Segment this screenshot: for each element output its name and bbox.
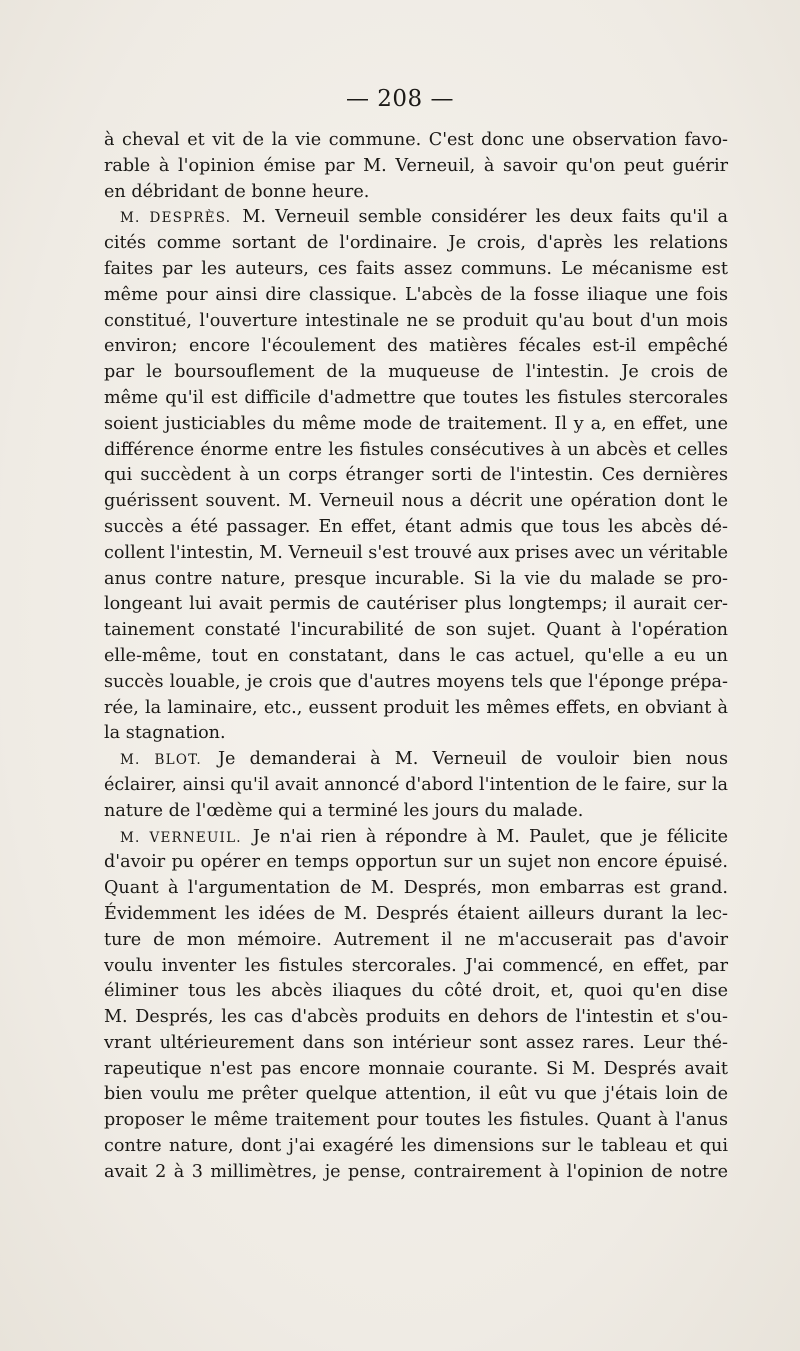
line-text: d'avoir pu opérer en temps opportun sur un sujet non encore épuisé. xyxy=(104,852,728,873)
speaker-name: M. DESPRÈS. xyxy=(120,210,232,227)
line-text: soient justiciables du même mode de traitement. Il y a, en effet, une xyxy=(104,413,728,434)
text-line xyxy=(104,309,728,335)
line-text: guérissent souvent. M. Verneuil nous a décrit une opération dont le xyxy=(104,491,728,512)
line-text: rable à l'opinion émise par M. Verneuil, à savoir qu'on peut guérir xyxy=(104,155,728,176)
text-line xyxy=(104,386,728,412)
line-text: Évidemment les idées de M. Després étaient ailleurs durant la lec- xyxy=(104,903,728,924)
line-text: vrant ultérieurement dans son intérieur sont assez rares. Leur thé- xyxy=(104,1032,728,1053)
line-text: qui succèdent à un corps étranger sorti de l'intestin. Ces dernières xyxy=(104,465,728,486)
text-line xyxy=(104,1134,728,1160)
text-line xyxy=(104,489,728,515)
line-text: nature de l'œdème qui a terminé les jours du malade. xyxy=(104,800,584,821)
line-text: faites par les auteurs, ces faits assez communs. Le mécanisme est xyxy=(104,258,728,279)
text-line xyxy=(104,257,728,283)
line-text: par le boursouflement de la muqueuse de l'intestin. Je crois de xyxy=(104,362,728,383)
page-number: — 208 — xyxy=(345,86,455,112)
line-text: rapeutique n'est pas encore monnaie courante. Si M. Després avait xyxy=(104,1058,728,1079)
line-text: proposer le même traitement pour toutes les fistules. Quant à l'anus xyxy=(104,1110,728,1131)
text-line xyxy=(104,438,728,464)
text-line xyxy=(104,773,728,799)
text-line xyxy=(104,154,728,180)
text-line xyxy=(104,902,728,928)
line-text: en débridant de bonne heure. xyxy=(104,181,370,202)
text-line xyxy=(104,592,728,618)
text-line xyxy=(104,360,728,386)
text-line xyxy=(104,180,728,206)
line-text: même qu'il est difficile d'admettre que toutes les fistules stercorales xyxy=(104,387,728,408)
text-line xyxy=(104,876,728,902)
speaker-line xyxy=(104,825,728,851)
line-text: M. Verneuil semble considérer les deux faits qu'il a xyxy=(242,207,729,228)
line-text: anus contre nature, presque incurable. Si la vie du malade se pro- xyxy=(104,568,728,589)
text-line xyxy=(104,979,728,1005)
line-text: ture de mon mémoire. Autrement il ne m'accuserait pas d'avoir xyxy=(104,929,728,950)
line-text: Je demanderai à M. Verneuil de vouloir bien nous xyxy=(217,749,729,770)
text-line xyxy=(104,670,728,696)
line-text: constitué, l'ouverture intestinale ne se produit qu'au bout d'un mois xyxy=(104,310,728,331)
line-text: rée, la laminaire, etc., eussent produit les mêmes effets, en obviant à xyxy=(104,697,728,718)
text-line xyxy=(104,799,728,825)
line-text: avait 2 à 3 millimètres, je pense, contrairement à l'opinion de notre xyxy=(104,1161,728,1182)
line-text: environ; encore l'écoulement des matières fécales est-il empêché xyxy=(104,336,728,357)
text-line xyxy=(104,541,728,567)
text-line xyxy=(104,1005,728,1031)
text-line xyxy=(104,1057,728,1083)
line-text: succès a été passager. En effet, étant admis que tous les abcès dé- xyxy=(104,516,728,537)
line-text: différence énorme entre les fistules consécutives à un abcès et celles xyxy=(104,439,728,460)
text-line xyxy=(104,954,728,980)
text-line xyxy=(104,567,728,593)
line-text: longeant lui avait permis de cautériser plus longtemps; il aurait cer- xyxy=(104,594,728,615)
text-line xyxy=(104,1082,728,1108)
line-text: la stagnation. xyxy=(104,723,226,744)
text-line xyxy=(104,1031,728,1057)
text-line xyxy=(104,1160,728,1186)
line-text: elle-même, tout en constatant, dans le cas actuel, qu'elle a eu un xyxy=(104,645,728,666)
speaker-name: M. BLOT. xyxy=(120,752,202,769)
text-line xyxy=(104,850,728,876)
text-line xyxy=(104,644,728,670)
line-text: Je n'ai rien à répondre à M. Paulet, que je félicite xyxy=(252,826,728,847)
line-text: tainement constaté l'incurabilité de son sujet. Quant à l'opération xyxy=(104,620,728,641)
line-text: voulu inventer les fistules stercorales. J'ai commencé, en effet, par xyxy=(104,955,728,976)
speaker-line xyxy=(104,205,728,231)
text-line xyxy=(104,1108,728,1134)
line-text: éliminer tous les abcès iliaques du côté droit, et, quoi qu'en dise xyxy=(104,981,728,1002)
text-line xyxy=(104,283,728,309)
text-line xyxy=(104,515,728,541)
text-line xyxy=(104,618,728,644)
body-text xyxy=(104,128,728,1186)
text-line xyxy=(104,928,728,954)
line-text: collent l'intestin, M. Verneuil s'est trouvé aux prises avec un véritable xyxy=(104,542,729,563)
line-text: à cheval et vit de la vie commune. C'est donc une observation favo- xyxy=(104,130,728,150)
line-text: même pour ainsi dire classique. L'abcès de la fosse iliaque une fois xyxy=(104,284,728,305)
line-text: bien voulu me prêter quelque attention, il eût vu que j'étais loin de xyxy=(104,1084,728,1105)
line-text: contre nature, dont j'ai exagéré les dimensions sur le tableau et qui xyxy=(104,1136,728,1157)
line-text: éclairer, ainsi qu'il avait annoncé d'abord l'intention de le faire, sur la xyxy=(104,774,728,795)
text-line xyxy=(104,721,728,747)
line-text: succès louable, je crois que d'autres moyens tels que l'éponge prépa- xyxy=(104,671,728,692)
text-line xyxy=(104,696,728,722)
text-line xyxy=(104,231,728,257)
line-text: M. Després, les cas d'abcès produits en dehors de l'intestin et s'ou- xyxy=(104,1007,728,1028)
line-text: Quant à l'argumentation de M. Després, mon embarras est grand. xyxy=(104,878,728,899)
line-text: cités comme sortant de l'ordinaire. Je crois, d'après les relations xyxy=(104,233,728,254)
speaker-line xyxy=(104,747,728,773)
text-line xyxy=(104,463,728,489)
text-line xyxy=(104,128,728,154)
speaker-name: M. VERNEUIL. xyxy=(120,829,242,846)
text-line xyxy=(104,334,728,360)
text-line xyxy=(104,412,728,438)
